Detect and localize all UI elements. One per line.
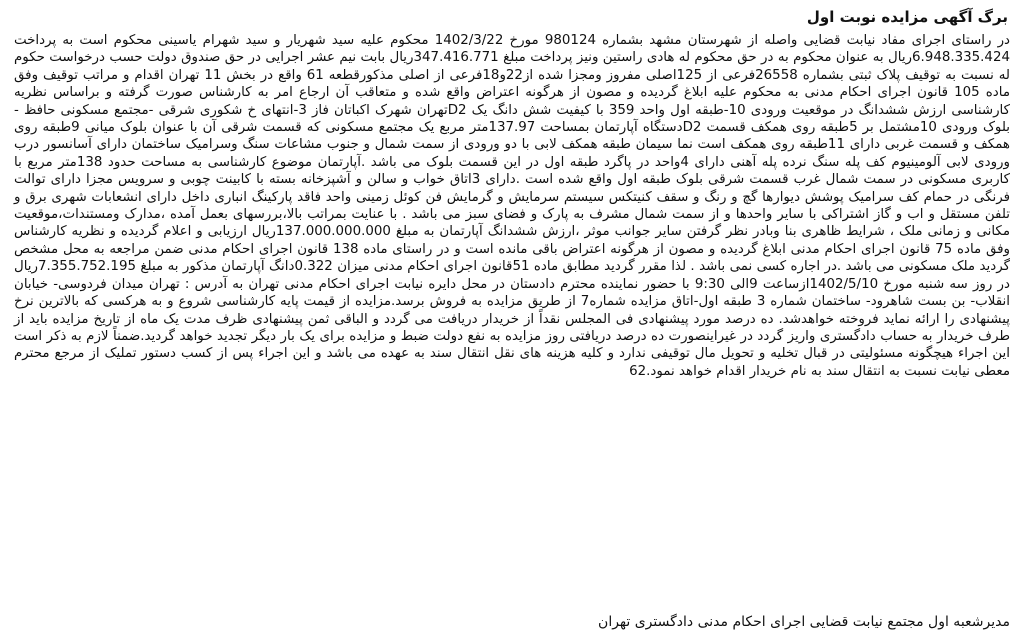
notice-signature-footer: مدیرشعبه اول مجتمع نیابت قضایی اجرای احکام مدنی دادگستری تهران [598, 614, 1010, 630]
notice-body: در راستای اجرای مفاد نیابت قضایی واصله از شهرستان مشهد بشماره 980124 مورخ 1402/3/22 محکوم علیه سید شهریار و سید شهرام یاسینی محکوم است به پرداخت 6.948.335.424ریال به عنوان محکوم به در حق محکوم له هادی راستین ونیز پرداخت مبلغ 347.416.771ریال بابت نیم عشر اجرایی در حق صندوق دولت حسب درخواست حکوم له نسبت به توقیف پلاک ثبتی بشماره 26558فرعی از 125اصلی مفروز ومجزا شده از22و18فرعی از اصلی مذکورقطعه 61 واقع در بخش 11 تهران اقدام و مراتب توقیف وفق ماده 105 قانون اجرای احکام مدنی به محکوم علیه ابلاغ گردیده و مصون از هرگونه اعتراض واقع شده و متعاقب آن ارجاع امر به کارشناس صورت گرفته و براساس نظریه کارشناسی ارزش ششدانگ در موقعیت ورودی 10-طبقه اول واحد 359 با کیفیت شش دانگ یک D2تهران شهرک اکباتان فاز 3-انتهای خ شکوری شرقی -مجتمع مسکونی حافظ - بلوک ورودی 10مشتمل بر 5طبقه روی همکف قسمت D2دستگاه آپارتمان بمساحت 137.97متر مربع یک مجتمع مسکونی که قسمت شرقی آن با عنوان بلوک میانی 9طبقه روی همکف و قسمت غربی دارای 11طبقه روی همکف است نما سیمان طبقه همکف لابی با دو ورودی از سمت شمال و جنوب مشاعات سنگ وسرامیک ساختمان دارای آسانسور درب ورودی لابی آلومینیوم کف پله سنگ نرده پله آهنی دارای 4واحد در پاگرد طبقه اول در این قسمت بلوک می باشد .آپارتمان موضوع کارشناسی به مساحت حدود 138متر مربع با کاربری مسکونی در سمت شمال غرب قسمت شرقی بلوک طبقه اول واقع شده است .دارای 3اتاق خواب و سالن و آشپزخانه بسته با کابینت چوبی و سرویس مجزا دارای توالت فرنگی در حمام کف سرامیک پوشش دیوارها گچ و رنگ و سقف کنیتکس سیستم سرمایش و گرمایش فن کوئل زمینی واحد فاقد پارکینگ انباری داخل دارای انشعابات شهری برق و تلفن مستقل و اب و گاز اشتراکی با سایر واحدها و از سمت شمال مشرف به پارک و فضای سبز می باشد . با عنایت بمراتب بالا،بررسهای بعمل آمده ،مدارک ومستندات،موقعیت مکانی و زمانی ملک ، شرایط ظاهری بنا وبادر نظر گرفتن سایر جوانب موثر ،ارزش ششدانگ آپارتمان به مبلغ 137.000.000.000ریال ارزیابی و اعلام گردیده و نظریه کارشناس وفق ماده 75 قانون اجرای احکام مدنی ابلاغ گردیده و مصون از هرگونه اعتراض باقی مانده است و در راستای ماده 138 قانون اجرای احکام مدنی ضمن مراجعه به محل مشخص گردید ملک مسکونی می باشد .در اجاره کسی نمی باشد . لذا مقرر گردید مطابق ماده 51قانون اجرای احکام مدنی میزان 0.322دانگ آپارتمان مذکور به مبلغ 7.355.752.195ریال در روز سه شنبه مورخ 1402/5/10ازساعت 9الی 9:30 با حضور نماینده محترم دادستان در محل دایره نیابت اجرای احکام مدنی تهران به آدرس : تهران میدان فردوسی- خیابان انقلاب- بن بست شاهرود- ساختمان شماره 3 طبقه اول-اتاق مزایده شماره7 از طریق مزایده به فروش برسد.مزایده از قیمت پایه کارشناسی شروع و به هرکسی که بالاترین نرخ پیشنهادی را ارائه نماید فروخته خواهدشد. ده درصد مورد پیشنهادی فی المجلس نقداً از خریدار دریافت می گردد و الباقی ثمن پیشنهادی ظرف مدت یک ماه از تاریخ مزایده باید از طرف خریدار به حساب دادگستری واریز گردد در غیراینصورت ده درصد دریافتی روز مزایده به نفع دولت ضبط و مزایده برای یک بار دیگر تجدید خواهد گردید.ضمناً لازم به ذکر است این اجراء هیچگونه مسئولیتی در قبال تخلیه و تحویل مال توقیفی ندارد و کلیه هزینه های نقل انتقال سند به عهده می باشد و این اجراء پس از کسب دستور تملیک از مرجع محترم معطی نیابت نسبت به انتقال سند به نام خریدار اقدام خواهد نمود.62 [14, 33, 1011, 379]
notice-heading: برگ آگهی مزایده نوبت اول [806, 8, 1008, 26]
